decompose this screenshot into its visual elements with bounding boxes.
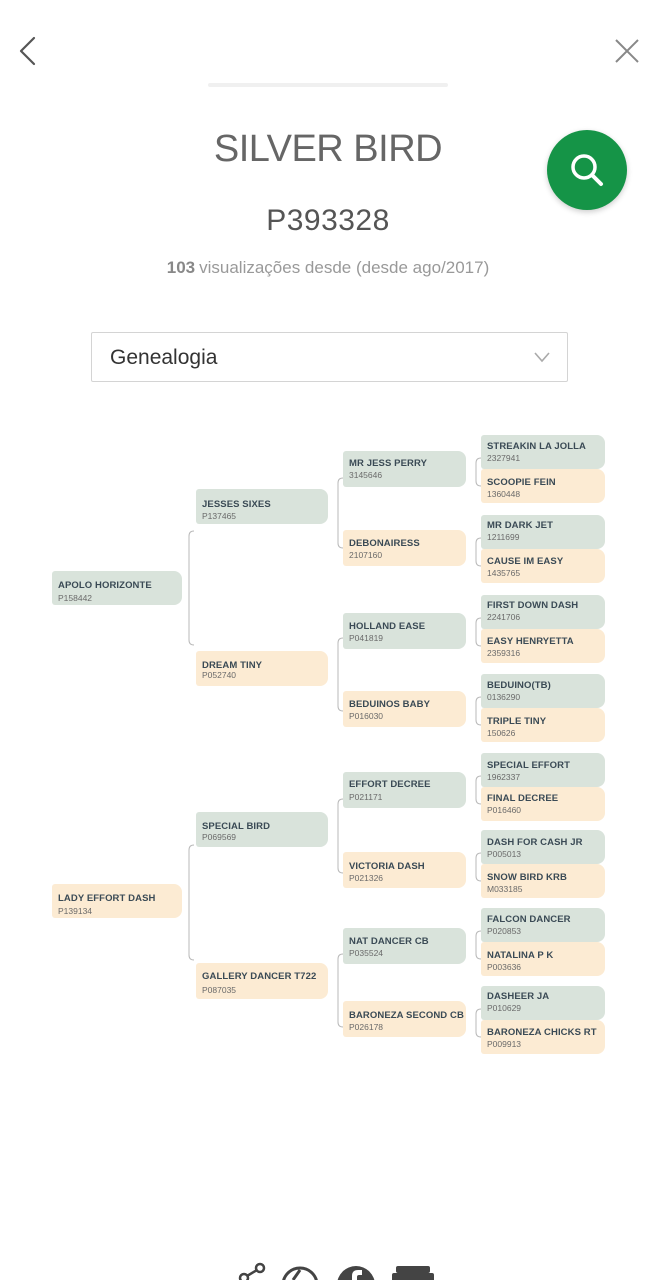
back-button[interactable] (14, 32, 44, 70)
search-button[interactable] (547, 130, 627, 210)
pedigree-horse-name: EASY HENRYETTA (487, 636, 574, 647)
pedigree-horse-reg: P009913 (487, 1039, 522, 1049)
pedigree-horse-name: BARONEZA CHICKS RT (487, 1027, 597, 1038)
pedigree-node[interactable] (481, 549, 605, 583)
pedigree-horse-name: DEBONAIRESS (349, 538, 420, 549)
pedigree-horse-name: CAUSE IM EASY (487, 556, 564, 567)
pedigree-node[interactable] (343, 451, 466, 487)
pedigree-horse-reg: P041819 (349, 633, 384, 643)
pedigree-horse-reg: P021171 (349, 792, 383, 802)
pedigree-horse-reg: 1962337 (487, 772, 521, 782)
pedigree-horse-name: LADY EFFORT DASH (58, 893, 156, 904)
pedigree-node[interactable] (481, 830, 605, 864)
views-count: 103 (166, 258, 196, 277)
view-select-value: Genealogia (110, 346, 218, 369)
pedigree-horse-name: SCOOPIE FEIN (487, 477, 556, 488)
pedigree-node[interactable] (343, 613, 466, 649)
pedigree-horse-name: EFFORT DECREE (349, 779, 431, 790)
pedigree-node[interactable] (481, 942, 605, 976)
pedigree-horse-name: TRIPLE TINY (487, 716, 547, 727)
horse-name: SILVER BIRD (213, 128, 443, 170)
pedigree-horse-name: NAT DANCER CB (349, 936, 429, 947)
pedigree-horse-name: FALCON DANCER (487, 914, 571, 925)
pedigree-node[interactable] (481, 629, 605, 663)
pedigree-horse-name: SNOW BIRD KRB (487, 872, 567, 883)
pedigree-node[interactable] (343, 691, 466, 727)
pedigree-horse-reg: 2359316 (487, 648, 521, 658)
pedigree-horse-reg: P026178 (349, 1022, 384, 1032)
pedigree-node[interactable] (481, 435, 605, 469)
pedigree-horse-name: DREAM TINY (202, 660, 263, 671)
pedigree-node[interactable] (343, 772, 466, 808)
views-text: visualizações desde (desde ago/2017) (199, 258, 490, 277)
pedigree-horse-reg: P005013 (487, 849, 522, 859)
pedigree-horse-name: MR JESS PERRY (349, 458, 428, 469)
pedigree-horse-reg: P139134 (58, 906, 93, 916)
pedigree-node[interactable] (196, 963, 328, 999)
pedigree-node[interactable] (343, 928, 466, 964)
pedigree-node[interactable] (343, 852, 466, 888)
pedigree-horse-reg: P069569 (202, 832, 237, 842)
share-bar (230, 1258, 440, 1280)
pedigree-horse-reg: 0136290 (487, 692, 521, 702)
view-select[interactable] (91, 332, 568, 382)
pedigree-horse-name: BARONEZA SECOND CB (349, 1010, 464, 1021)
pedigree-horse-name: JESSES SIXES (202, 499, 271, 510)
pedigree-node[interactable] (196, 812, 328, 847)
pedigree-horse-name: FIRST DOWN DASH (487, 600, 579, 611)
pedigree-horse-name: DASH FOR CASH JR (487, 837, 583, 848)
back-arrow-icon (14, 32, 44, 70)
pedigree-horse-name: BEDUINO(TB) (487, 680, 551, 691)
pedigree-horse-reg: 1435765 (487, 568, 521, 578)
pedigree-horse-name: FINAL DECREE (487, 793, 559, 804)
pedigree-horse-reg: 2241706 (487, 612, 521, 622)
pedigree-horse-reg: P020853 (487, 926, 522, 936)
search-icon (567, 150, 607, 190)
pedigree-node[interactable] (481, 708, 605, 742)
pedigree-node[interactable] (481, 469, 605, 503)
pedigree-horse-reg: 3145646 (349, 470, 383, 480)
chevron-down-icon (533, 350, 551, 364)
pedigree-horse-reg: P158442 (58, 593, 93, 603)
drag-handle[interactable] (208, 83, 448, 87)
pedigree-node[interactable] (481, 787, 605, 821)
pedigree-horse-reg: P016030 (349, 711, 384, 721)
pedigree-horse-reg: 2107160 (349, 550, 383, 560)
pedigree-horse-reg: P010629 (487, 1003, 522, 1013)
pedigree-node[interactable] (196, 651, 328, 686)
pedigree-horse-reg: P052740 (202, 670, 237, 680)
pedigree-horse-name: APOLO HORIZONTE (58, 580, 152, 591)
pedigree-node[interactable] (343, 1001, 466, 1037)
pedigree-horse-name: MR DARK JET (487, 520, 554, 531)
close-button[interactable] (610, 34, 644, 68)
pedigree-horse-name: VICTORIA DASH (349, 861, 425, 872)
pedigree-node[interactable] (343, 530, 466, 566)
pedigree-horse-name: STREAKIN LA JOLLA (487, 441, 586, 452)
pedigree-node[interactable] (481, 1020, 605, 1054)
registration-number: P393328 (266, 204, 390, 237)
pedigree-node[interactable] (481, 864, 605, 898)
facebook-icon[interactable] (337, 1266, 375, 1280)
pedigree-node[interactable] (52, 571, 182, 605)
pedigree-horse-reg: 1360448 (487, 489, 521, 499)
pedigree-node[interactable] (481, 515, 605, 549)
pedigree-node[interactable] (481, 595, 605, 629)
pedigree-horse-reg: P003636 (487, 962, 522, 972)
pedigree-connector (189, 531, 194, 645)
pedigree-horse-name: NATALINA P K (487, 950, 554, 961)
pedigree-horse-name: SPECIAL EFFORT (487, 760, 571, 771)
pedigree-horse-reg: M033185 (487, 884, 523, 894)
pedigree-node[interactable] (196, 489, 328, 524)
pedigree-horse-name: GALLERY DANCER T722 (202, 971, 317, 982)
pedigree-connector (189, 845, 194, 960)
pedigree-horse-reg: 1211699 (487, 532, 520, 542)
share-icon[interactable] (240, 1264, 264, 1280)
pedigree-horse-reg: P137465 (202, 511, 237, 521)
pedigree-horse-reg: 2327941 (487, 453, 521, 463)
pedigree-horse-name: HOLLAND EASE (349, 621, 426, 632)
close-icon (610, 34, 644, 68)
pedigree-node[interactable] (481, 986, 605, 1020)
pedigree-horse-reg: 150626 (487, 728, 516, 738)
pedigree-node[interactable] (481, 908, 605, 942)
pedigree-node[interactable] (52, 884, 182, 918)
pedigree-horse-name: DASHEER JA (487, 991, 550, 1002)
app-store-icon[interactable] (283, 1268, 317, 1280)
pedigree-horse-reg: P016460 (487, 805, 522, 815)
views-counter (0, 258, 656, 278)
pedigree-horse-reg: P021326 (349, 873, 384, 883)
pedigree-horse-name: BEDUINOS BABY (349, 699, 431, 710)
pedigree-node[interactable] (481, 753, 605, 787)
print-icon[interactable] (392, 1266, 434, 1280)
pedigree-node[interactable] (481, 674, 605, 708)
pedigree-horse-name: SPECIAL BIRD (202, 821, 271, 832)
pedigree-horse-reg: P087035 (202, 985, 237, 995)
pedigree-horse-reg: P035524 (349, 948, 384, 958)
